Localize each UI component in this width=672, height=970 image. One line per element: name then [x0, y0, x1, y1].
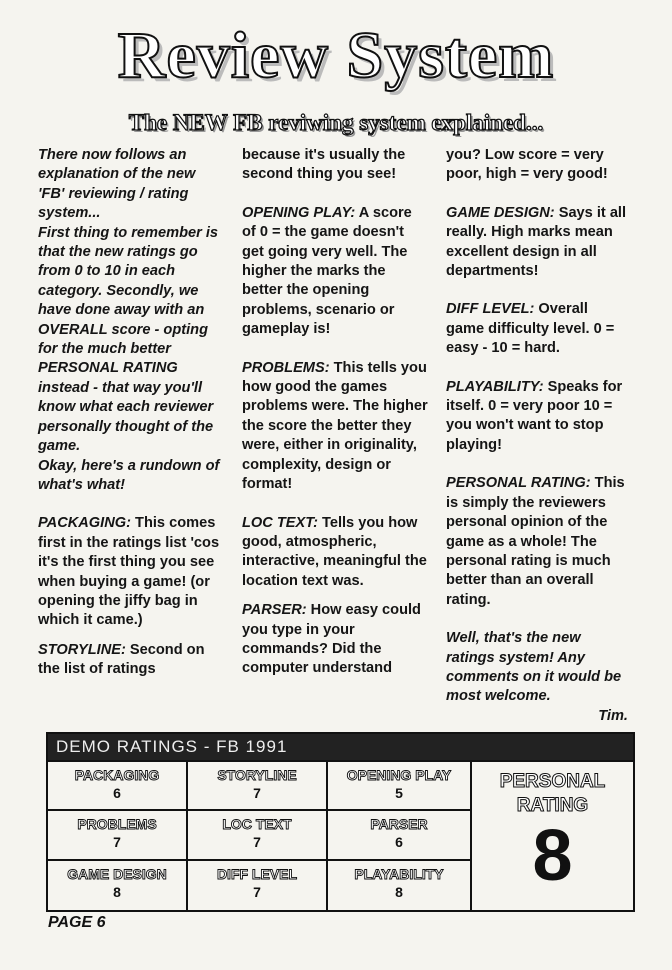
design-text: Says it all really. High marks mean excellent design in all departments!	[446, 204, 627, 280]
page-number: PAGE 6	[48, 914, 106, 931]
parser-paragraph	[242, 601, 428, 679]
storyline-text: Second on the list of ratings	[38, 641, 205, 678]
rating-cell-playability	[328, 861, 472, 910]
packaging-heading: PACKAGING:	[38, 515, 131, 532]
rating-label: PLAYABILITY	[354, 865, 444, 882]
playability-paragraph	[446, 378, 628, 456]
diff-paragraph	[446, 300, 628, 358]
design-paragraph	[446, 204, 628, 282]
design-heading: GAME DESIGN:	[446, 204, 555, 221]
rating-value: 6	[395, 834, 403, 851]
rating-value: 7	[113, 834, 121, 851]
ratings-box	[46, 732, 635, 912]
rating-value: 8	[113, 883, 121, 900]
rundown-paragraph: Okay, here's a rundown of what's what!	[38, 457, 220, 493]
playability-text: Speaks for itself. 0 = very poor 10 = you won't want to stop playing!	[446, 378, 623, 453]
storyline-heading: STORYLINE:	[38, 641, 126, 658]
personal-paragraph	[446, 474, 628, 610]
page-subtitle: The NEW FB reviwing system explained...	[128, 110, 544, 135]
intro-paragraph: There now follows an explanation of the new 'FB' reviewing / rating system...	[38, 147, 196, 222]
problems-paragraph	[242, 359, 428, 495]
rating-cell-packaging	[48, 762, 188, 811]
opening-text: A score of 0 = the game doesn't get going very well. The higher the marks the better the opening problems, scenario or gameplay is!	[242, 204, 412, 338]
text-column-3	[446, 146, 628, 726]
problems-heading: PROBLEMS:	[242, 359, 330, 376]
playability-heading: PLAYABILITY:	[446, 378, 544, 395]
rating-value: 7	[253, 883, 261, 900]
rating-cell-game-design	[48, 861, 188, 910]
closing-paragraph: Well, that's the new ratings system! Any comments on it would be most welcome.	[446, 630, 622, 705]
opening-paragraph	[242, 204, 428, 340]
parser-heading: PARSER:	[242, 602, 307, 619]
rating-value: 7	[253, 834, 261, 851]
rating-cell-parser	[328, 811, 472, 860]
rating-cell-problems	[48, 811, 188, 860]
rating-cell-storyline	[188, 762, 328, 811]
text-column-1	[38, 146, 222, 680]
loc-paragraph	[242, 514, 428, 592]
rating-label: OPENING PLAY	[346, 767, 452, 783]
rating-value: 6	[113, 785, 121, 801]
parser-continued: you? Low score = very poor, high = very good!	[446, 147, 608, 183]
loc-heading: LOC TEXT:	[242, 514, 318, 531]
text-column-2	[242, 146, 428, 679]
storyline-continued: because it's usually the second thing you see!	[242, 147, 406, 183]
personal-rating-label: PERSONAL RATING	[499, 771, 606, 816]
ratings-header: DEMO RATINGS - FB 1991	[48, 734, 633, 762]
diff-heading: DIFF LEVEL:	[446, 301, 535, 318]
personal-rating-value: 8	[532, 816, 573, 896]
personal-rating-panel	[472, 762, 633, 910]
rating-label: PACKAGING	[74, 767, 160, 783]
packaging-text: This comes first in the ratings list 'cos it's the first thing you see when buying a game! (or opening the jiffy bag in which it came.)	[38, 515, 220, 629]
diff-text: Overall game difficulty level. 0 = easy - 10 = hard.	[446, 301, 615, 357]
loc-text: Tells you how good, atmospheric, interactive, meaningful the location text was.	[242, 514, 427, 589]
rating-label: GAME DESIGN	[67, 865, 167, 882]
rating-cell-loc-text	[188, 811, 328, 860]
ratings-grid	[48, 762, 472, 910]
packaging-paragraph	[38, 514, 222, 630]
rating-cell-diff-level	[188, 861, 328, 910]
rating-value: 7	[253, 785, 261, 801]
rating-label: PARSER	[370, 816, 428, 833]
rating-cell-opening-play	[328, 762, 472, 811]
problems-text: This tells you how good the games problems were. The higher the score the better they were, either in originality, complexity, design or format!	[242, 359, 428, 493]
rating-value: 8	[395, 883, 403, 900]
storyline-paragraph	[38, 641, 222, 680]
opening-heading: OPENING PLAY:	[242, 204, 356, 221]
rating-label: STORYLINE	[217, 767, 297, 783]
rating-label: PROBLEMS	[77, 816, 157, 833]
rating-label: DIFF LEVEL	[216, 865, 298, 882]
parser-text: How easy could you type in your commands? Did the computer understand	[242, 602, 421, 677]
personal-text: This is simply the reviewers personal opinion of the game as a whole! The personal rating is much better than an overall rating.	[446, 475, 625, 608]
signature: Tim.	[598, 707, 628, 724]
rating-label: LOC TEXT	[222, 816, 292, 833]
rating-value: 5	[395, 785, 403, 801]
personal-heading: PERSONAL RATING:	[446, 475, 591, 492]
first-paragraph: First thing to remember is that the new ratings go from 0 to 10 in each category. Secondly, we have done away with an OVERALL score - opting for the much better PERSONAL RATING instead - that way you'll know what each reviewer personally thought of the game.	[38, 224, 219, 455]
page-title: Review System	[117, 19, 555, 92]
